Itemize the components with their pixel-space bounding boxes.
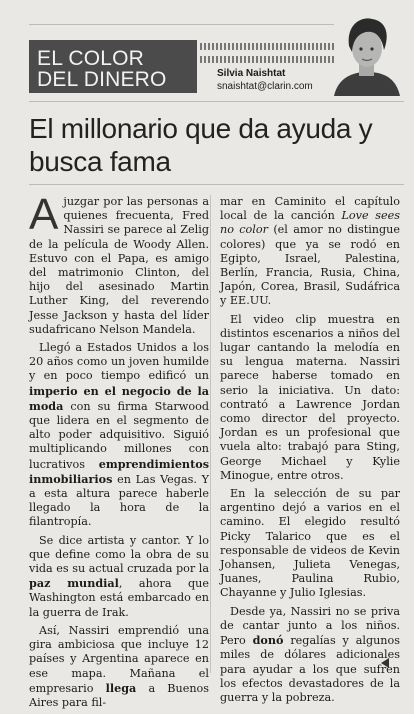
author-photo (334, 12, 400, 96)
article-column-left (29, 190, 209, 714)
headline: El millonario que da ayuda y busca fama (29, 113, 373, 177)
text: juzgar por las personas a quienes frecuenta, Fred Nassiri se parece al Zelig de la película de Woody Allen. Estuvo con el Papa, es amigo del matrimonio Clinton, del hijo del asesinado Martin Luther King, del reverendo Jesse Jackson y hasta del líder sudafricano Nelson Mandela. (29, 195, 209, 336)
text: Desde ya, Nassiri no se priva de cantar junto a los niños. Pero (220, 604, 400, 648)
bold-text: paz mundial (29, 576, 119, 591)
text: a Buenos Aires para fil- (29, 681, 209, 709)
paragraph (29, 190, 209, 337)
italic-text: Love sees no color (220, 209, 400, 237)
paragraph (29, 341, 209, 530)
dotted-rule-bottom (200, 56, 334, 63)
section-title-line2: DEL DINERO (37, 68, 167, 91)
text: Así, Nassiri emprendió una gira ambiciosa que incluye 12 países y Argentina aparece en ese mapa. Mañana el empresario (29, 623, 209, 695)
text: Llegó a Estados Unidos a los 20 años como un joven humilde y en poco tiempo edificó un (29, 341, 209, 383)
paragraph (220, 605, 400, 705)
header-rule (29, 101, 404, 102)
text: en Las Vegas. Y a esta altura parece haberle llegado la hora de la filantropía. (29, 472, 209, 529)
drop-cap: A (29, 190, 59, 239)
bold-text: emprendimientos inmobiliarios (29, 456, 209, 486)
text: mar en Caminito el capítulo local de la canción (220, 195, 400, 223)
text: , ahora que Washington está embarcado en la guerra de Irak. (29, 577, 209, 619)
section-header (29, 40, 197, 93)
bold-text: llega (105, 680, 137, 695)
top-rule (29, 24, 334, 25)
column-divider (210, 195, 211, 673)
bold-text: donó (252, 633, 284, 648)
author-name: Silvia Naishtat (217, 68, 286, 79)
article-column-right (220, 195, 400, 709)
paragraph (29, 624, 209, 710)
end-mark-icon (381, 658, 389, 668)
dotted-rule-top (200, 43, 334, 50)
text: con su firma Starwood que lidera en el segmento de alto poder adquisitivo. Siguió multiplicando millones con lucrativos (29, 399, 209, 471)
text: regalías y algunos miles de dólares adicionales para ayudar a los que sufren los efectos devastadores de la guerra y la pobreza. (220, 634, 400, 704)
author-email: snaishtat@clarin.com (217, 81, 313, 92)
paragraph (220, 195, 400, 309)
text: (el amor no distingue colores) que ya se rodó en Egipto, Israel, Palestina, Berlín, Francia, Rusia, China, Japón, Corea, Brasil, Sudáfrica y EE.UU. (220, 223, 400, 308)
text: Se dice artista y cantor. Y lo que define como la obra de su vida es su actual cruzada por la (29, 533, 209, 576)
paragraph (29, 534, 209, 620)
bold-text: imperio en el negocio de la moda (29, 383, 209, 413)
paragraph: En la selección de su par argentino dejó a varios en el camino. El elegido resultó Picky Talarico que es el responsable de videos de Kevin Johansen, Julieta Venegas, Juanes, Paulina Rubio, Chayanne y Julio Iglesias. (220, 487, 400, 600)
paragraph: El video clip muestra en distintos escenarios a niños del lugar cantando la melodía en su lengua materna. Nassiri parece haberse tomado en serio la iniciativa. Un dato: contrató a Lawrence Jordan como director del proyecto. Jordan es un profesional que vuela alto: trabajó para Sting, George Michael y Kylie Minogue, entre otros. (220, 312, 400, 482)
section-title-line1: EL COLOR (37, 47, 145, 70)
headline-rule (29, 184, 404, 185)
